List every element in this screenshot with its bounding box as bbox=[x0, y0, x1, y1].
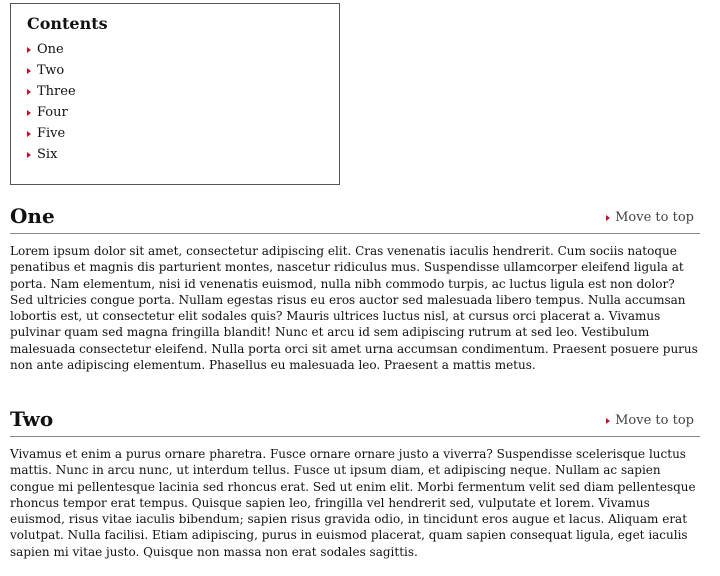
triangle-right-icon bbox=[606, 418, 610, 424]
toc-item-four[interactable] bbox=[27, 102, 323, 123]
triangle-right-icon bbox=[27, 47, 31, 53]
toc-list bbox=[27, 39, 323, 165]
toc-link-five[interactable]: Five bbox=[37, 126, 66, 141]
section-body: Vivamus et enim a purus ornare pharetra. Fusce ornare ornare justo a viverra? Suspendisse scelerisque luctus mattis. Nunc in arcu nunc, ut interdum tellus. Fusce ut ipsum diam, et adipiscing neque. Nullam ac sapien congue mi pellentesque lacinia sed rhoncus erat. Sed ut enim elit. Morbi fermentum velit sed diam pellentesque rhoncus tempor erat tempus. Quisque sapien leo, fringilla vel hendrerit sed, vulputate et lorem. Vivamus euismod, risus vitae iaculis bibendum; sapien risus gravida odio, in tincidunt eros augue et lacus. Aliquam erat volutpat. Nulla facilisi. Etiam adipiscing, purus in euismod placerat, quam sapien consequat ligula, eget iaculis sapien mi vitae justo. Quisque non massa non erat sodales sagittis. bbox=[10, 447, 696, 559]
triangle-right-icon bbox=[27, 110, 31, 116]
toc-link-one[interactable]: One bbox=[37, 42, 64, 57]
section-header bbox=[10, 405, 700, 437]
table-of-contents bbox=[10, 3, 340, 185]
move-to-top-link[interactable] bbox=[606, 413, 700, 436]
toc-link-four[interactable]: Four bbox=[37, 105, 68, 120]
section-body: Lorem ipsum dolor sit amet, consectetur adipiscing elit. Cras venenatis iaculis hendrerit. Cum sociis natoque penatibus et magnis dis parturient montes, nascetur ridiculus mus. Suspendisse ullamcorper eleifend ligula at porta. Nam elementum, nisi id venenatis euismod, nulla nibh commodo turpis, ac luctus ligula est non dolor? Sed ultricies congue porta. Nullam egestas risus eu eros auctor sed malesuada libero tempus. Nulla accumsan lobortis est, ut consectetur elit sodales quis? Mauris ultrices luctus nisl, at cursus orci placerat a. Vivamus pulvinar quam sed magna fringilla blandit! Nunc et arcu id sem adipiscing rutrum at sed leo. Vestibulum malesuada consectetur eleifend. Nulla porta orci sit amet urna accumsan condimentum. Praesent posuere purus non ante adipiscing elementum. Phasellus eu malesuada leo. Praesent a mattis metus. bbox=[10, 244, 698, 373]
toc-item-three[interactable] bbox=[27, 81, 323, 102]
section-one bbox=[10, 202, 700, 373]
triangle-right-icon bbox=[27, 152, 31, 158]
toc-item-two[interactable] bbox=[27, 60, 323, 81]
move-to-top-label[interactable]: Move to top bbox=[615, 210, 694, 225]
section-title: Two bbox=[10, 407, 54, 431]
toc-link-three[interactable]: Three bbox=[37, 84, 76, 99]
toc-item-six[interactable] bbox=[27, 144, 323, 165]
toc-item-five[interactable] bbox=[27, 123, 323, 144]
triangle-right-icon bbox=[27, 89, 31, 95]
triangle-right-icon bbox=[606, 215, 610, 221]
toc-link-two[interactable]: Two bbox=[37, 63, 65, 78]
toc-link-six[interactable]: Six bbox=[37, 147, 58, 162]
triangle-right-icon bbox=[27, 68, 31, 74]
triangle-right-icon bbox=[27, 131, 31, 137]
toc-item-one[interactable] bbox=[27, 39, 323, 60]
section-header bbox=[10, 202, 700, 234]
section-title: One bbox=[10, 204, 55, 228]
section-two bbox=[10, 405, 700, 560]
move-to-top-label[interactable]: Move to top bbox=[615, 413, 694, 428]
move-to-top-link[interactable] bbox=[606, 210, 700, 233]
toc-title: Contents bbox=[27, 14, 108, 33]
